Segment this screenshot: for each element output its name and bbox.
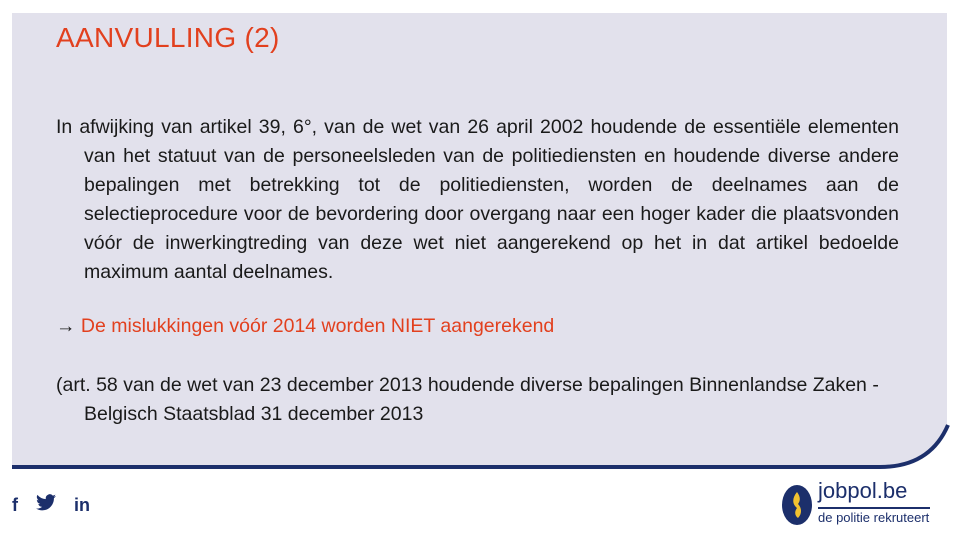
slide-title: AANVULLING (2) — [56, 22, 280, 53]
body-paragraph: In afwijking van artikel 39, 6°, van de wet van 26 april 2002 houdende de essentiële elementen van het statuut van de personeelsleden van de politiediensten en houdende diverse andere bepalingen met betrekking tot de politiediensten, worden de deelnames aan de selectieprocedure voor de bevordering door overgang naar een hoger kader die plaatsvonden vóór de inwerkingtreding van deze wet niet aangerekend op het in dat artikel bedoelde maximum aantal deelnames. — [56, 116, 899, 283]
social-links — [12, 494, 90, 516]
linkedin-icon[interactable]: in — [74, 494, 90, 515]
highlight-line — [56, 312, 899, 341]
facebook-icon[interactable]: f — [12, 494, 18, 515]
arrow-glyph: → — [56, 315, 81, 337]
twitter-icon[interactable] — [36, 494, 56, 516]
panel-curve-decoration — [0, 420, 960, 480]
reference-paragraph: (art. 58 van de wet van 23 december 2013 houdende diverse bepalingen Binnenlandse Zaken - Belgisch Staatsblad 31 december 2013 — [56, 374, 879, 425]
highlight-text: De mislukkingen vóór 2014 worden NIET aangerekend — [80, 315, 555, 337]
logo-tagline: de politie rekruteert — [818, 510, 930, 525]
logo-name: jobpol.be — [818, 478, 908, 503]
jobpol-logo[interactable] — [780, 476, 940, 532]
logo-divider — [818, 507, 930, 509]
police-flame-icon — [780, 484, 814, 526]
